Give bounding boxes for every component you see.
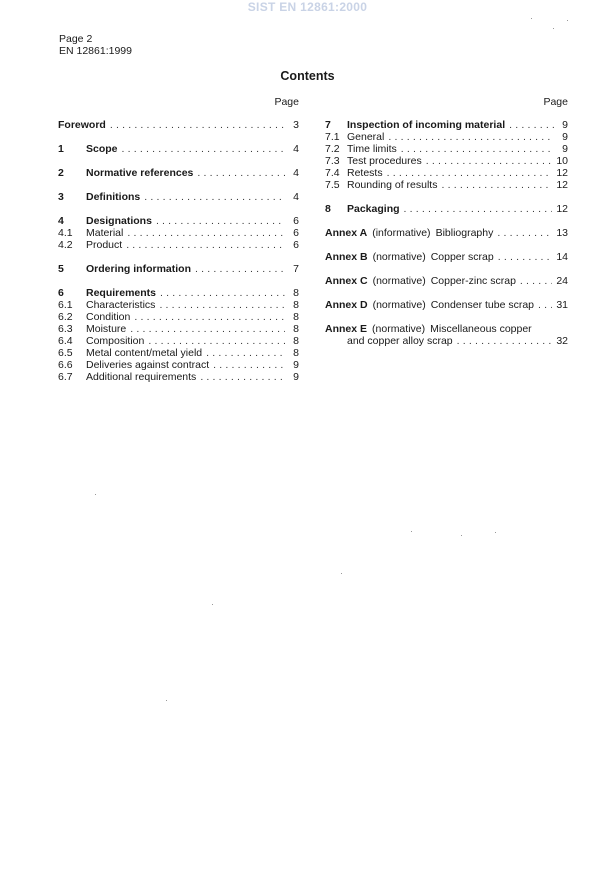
toc-entry-page: 7 — [293, 263, 299, 275]
toc-entry-page: 8 — [293, 347, 299, 359]
scan-speck — [531, 18, 532, 19]
toc-entry-title: Copper-zinc scrap — [430, 275, 516, 287]
toc-entry-page: 10 — [556, 155, 568, 167]
toc-entry-page: 8 — [293, 335, 299, 347]
toc-entry-page: 24 — [556, 275, 568, 287]
toc-entry-title: Condenser tube scrap — [430, 299, 535, 311]
toc-entry-title: Inspection of incoming material — [347, 119, 506, 131]
toc-entry-title: Retests — [347, 167, 383, 179]
toc-entry-annex-c[interactable] — [325, 275, 568, 287]
page-header — [59, 33, 132, 57]
toc-leader — [388, 131, 554, 143]
toc-entry-number: 6.1 — [58, 299, 73, 311]
toc-leader — [401, 143, 554, 155]
scan-speck — [495, 532, 496, 533]
toc-entry-composition[interactable] — [58, 335, 299, 347]
toc-entry-title: Rounding of results — [347, 179, 438, 191]
scan-speck — [411, 531, 412, 532]
toc-entry-general[interactable] — [325, 131, 568, 143]
toc-leader — [498, 251, 553, 263]
toc-entry-metal-content[interactable] — [58, 347, 299, 359]
annex-label: Annex D — [325, 299, 368, 311]
toc-entry-foreword[interactable] — [58, 119, 299, 131]
toc-entry-page: 4 — [293, 191, 299, 203]
toc-entry-title: Bibliography — [435, 227, 494, 239]
toc-entry-page: 4 — [293, 143, 299, 155]
toc-entry-retests[interactable] — [325, 167, 568, 179]
toc-leader — [148, 335, 285, 347]
toc-entry-page: 3 — [293, 119, 299, 131]
toc-entry-title: Characteristics — [86, 299, 156, 311]
toc-leader — [195, 263, 285, 275]
scan-speck — [567, 20, 568, 21]
annex-type: (normative) — [372, 323, 426, 335]
toc-entry-test-procedures[interactable] — [325, 155, 568, 167]
toc-entry-number: 7 — [325, 119, 331, 131]
toc-entry-title: Deliveries against contract — [86, 359, 210, 371]
toc-entry-number: 1 — [58, 143, 64, 155]
toc-leader — [538, 299, 552, 311]
toc-entry-title: Designations — [86, 215, 152, 227]
watermark: SIST EN 12861:2000 — [247, 0, 368, 14]
toc-entry-additional-requirements[interactable] — [58, 371, 299, 383]
toc-entry-number: 4.2 — [58, 239, 73, 251]
toc-entry-title: Normative references — [86, 167, 194, 179]
toc-entry-page: 8 — [293, 311, 299, 323]
toc-entry-normative-references[interactable] — [58, 167, 299, 179]
toc-leader — [159, 299, 285, 311]
annex-type: (normative) — [372, 275, 426, 287]
toc-entry-page: 12 — [556, 179, 568, 191]
toc-entry-page: 13 — [556, 227, 568, 239]
toc-entry-annex-e-continued[interactable] — [325, 335, 568, 347]
toc-leader — [130, 323, 285, 335]
toc-entry-title: Miscellaneous copper — [430, 323, 532, 335]
toc-entry-number: 6.3 — [58, 323, 73, 335]
annex-type: (informative) — [372, 227, 431, 239]
annex-type: (normative) — [372, 299, 426, 311]
toc-left-column — [58, 95, 299, 383]
scan-speck — [95, 494, 96, 495]
toc-leader — [206, 347, 285, 359]
toc-entry-title: General — [347, 131, 385, 143]
toc-leader — [122, 143, 285, 155]
page-title: Contents — [280, 69, 335, 83]
toc-entry-number: 3 — [58, 191, 64, 203]
toc-entry-number: 6.5 — [58, 347, 73, 359]
toc-entry-annex-b[interactable] — [325, 251, 568, 263]
annex-label: Annex A — [325, 227, 368, 239]
toc-entry-title: Condition — [86, 311, 131, 323]
toc-entry-number: 5 — [58, 263, 64, 275]
page-number: Page 2 — [59, 33, 93, 45]
toc-entry-requirements[interactable] — [58, 287, 299, 299]
toc-entry-number: 7.5 — [325, 179, 340, 191]
toc-leader — [197, 167, 285, 179]
toc-entry-page: 31 — [556, 299, 568, 311]
toc-entry-number: 8 — [325, 203, 331, 215]
toc-entry-scope[interactable] — [58, 143, 299, 155]
toc-leader — [134, 311, 285, 323]
toc-entry-number: 7.1 — [325, 131, 340, 143]
toc-entry-page: 9 — [293, 371, 299, 383]
scan-speck — [553, 28, 554, 29]
toc-entry-rounding[interactable] — [325, 179, 568, 191]
toc-entry-time-limits[interactable] — [325, 143, 568, 155]
toc-entry-title: Additional requirements — [86, 371, 197, 383]
toc-entry-number: 7.3 — [325, 155, 340, 167]
toc-leader — [213, 359, 285, 371]
toc-entry-page: 32 — [556, 335, 568, 347]
page-column-label: Page — [543, 96, 568, 108]
toc-leader — [126, 239, 285, 251]
scan-speck — [341, 573, 342, 574]
toc-entry-packaging[interactable] — [325, 203, 568, 215]
toc-entry-title: Moisture — [86, 323, 127, 335]
toc-leader — [156, 215, 285, 227]
toc-entry-title-continued: and copper alloy scrap — [347, 335, 453, 347]
toc-entry-annex-a[interactable] — [325, 227, 568, 239]
annex-label: Annex E — [325, 323, 368, 335]
toc-leader — [497, 227, 552, 239]
toc-entry-designations[interactable] — [58, 215, 299, 227]
toc-entry-ordering-information[interactable] — [58, 263, 299, 275]
toc-entry-title: Definitions — [86, 191, 141, 203]
toc-entry-page: 8 — [293, 299, 299, 311]
toc-entry-characteristics[interactable] — [58, 299, 299, 311]
toc-leader — [509, 119, 554, 131]
toc-leader — [387, 167, 553, 179]
toc-leader — [404, 203, 553, 215]
page-column-label: Page — [274, 96, 299, 108]
toc-entry-title: Composition — [86, 335, 145, 347]
toc-entry-number: 2 — [58, 167, 64, 179]
toc-leader — [441, 179, 552, 191]
toc-leader — [144, 191, 285, 203]
scan-speck — [461, 535, 462, 536]
toc-entry-title: Test procedures — [347, 155, 422, 167]
toc-entry-page: 12 — [556, 203, 568, 215]
annex-label: Annex C — [325, 275, 368, 287]
toc-entry-title: Metal content/metal yield — [86, 347, 203, 359]
toc-entry-inspection[interactable] — [325, 119, 568, 131]
toc-leader — [520, 275, 552, 287]
toc-leader — [426, 155, 553, 167]
toc-entry-condition[interactable] — [58, 311, 299, 323]
toc-entry-page: 6 — [293, 215, 299, 227]
annex-type: (normative) — [372, 251, 426, 263]
toc-entry-number: 6.7 — [58, 371, 73, 383]
toc-entry-page: 9 — [293, 359, 299, 371]
document-id: EN 12861:1999 — [59, 45, 132, 57]
toc-entry-annex-d[interactable] — [325, 299, 568, 311]
toc-entry-number: 7.2 — [325, 143, 340, 155]
toc-right-column — [325, 95, 568, 347]
scan-speck — [212, 604, 213, 605]
toc-entry-number: 6.2 — [58, 311, 73, 323]
toc-entry-number: 6.6 — [58, 359, 73, 371]
toc-entry-title: Ordering information — [86, 263, 191, 275]
toc-leader — [200, 371, 285, 383]
toc-leader — [160, 287, 285, 299]
toc-entry-definitions[interactable] — [58, 191, 299, 203]
toc-entry-page: 9 — [562, 119, 568, 131]
toc-entry-title: Time limits — [347, 143, 397, 155]
toc-entry-page: 6 — [293, 227, 299, 239]
toc-entry-title: Product — [86, 239, 123, 251]
toc-entry-page: 8 — [293, 287, 299, 299]
scan-speck — [166, 700, 167, 701]
toc-entry-title: Material — [86, 227, 124, 239]
toc-leader — [110, 119, 285, 131]
annex-label: Annex B — [325, 251, 368, 263]
toc-entry-page: 6 — [293, 239, 299, 251]
toc-leader — [457, 335, 553, 347]
toc-entry-page: 9 — [562, 131, 568, 143]
toc-entry-title: Scope — [86, 143, 118, 155]
toc-entry-page: 12 — [556, 167, 568, 179]
toc-entry-title: Copper scrap — [430, 251, 494, 263]
toc-entry-title: Packaging — [347, 203, 400, 215]
toc-entry-material[interactable] — [58, 227, 299, 239]
toc-entry-annex-e[interactable] — [325, 323, 568, 335]
toc-entry-number: 4 — [58, 215, 64, 227]
toc-leader — [127, 227, 285, 239]
toc-entry-number: 6 — [58, 287, 64, 299]
toc-entry-title: Foreword — [58, 119, 106, 131]
toc-entry-number: 6.4 — [58, 335, 73, 347]
toc-entry-deliveries[interactable] — [58, 359, 299, 371]
toc-entry-page: 14 — [556, 251, 568, 263]
toc-entry-page: 4 — [293, 167, 299, 179]
toc-entry-number: 7.4 — [325, 167, 340, 179]
toc-entry-number: 4.1 — [58, 227, 73, 239]
toc-entry-moisture[interactable] — [58, 323, 299, 335]
toc-entry-page: 8 — [293, 323, 299, 335]
toc-entry-page: 9 — [562, 143, 568, 155]
toc-entry-product[interactable] — [58, 239, 299, 251]
toc-entry-title: Requirements — [86, 287, 157, 299]
